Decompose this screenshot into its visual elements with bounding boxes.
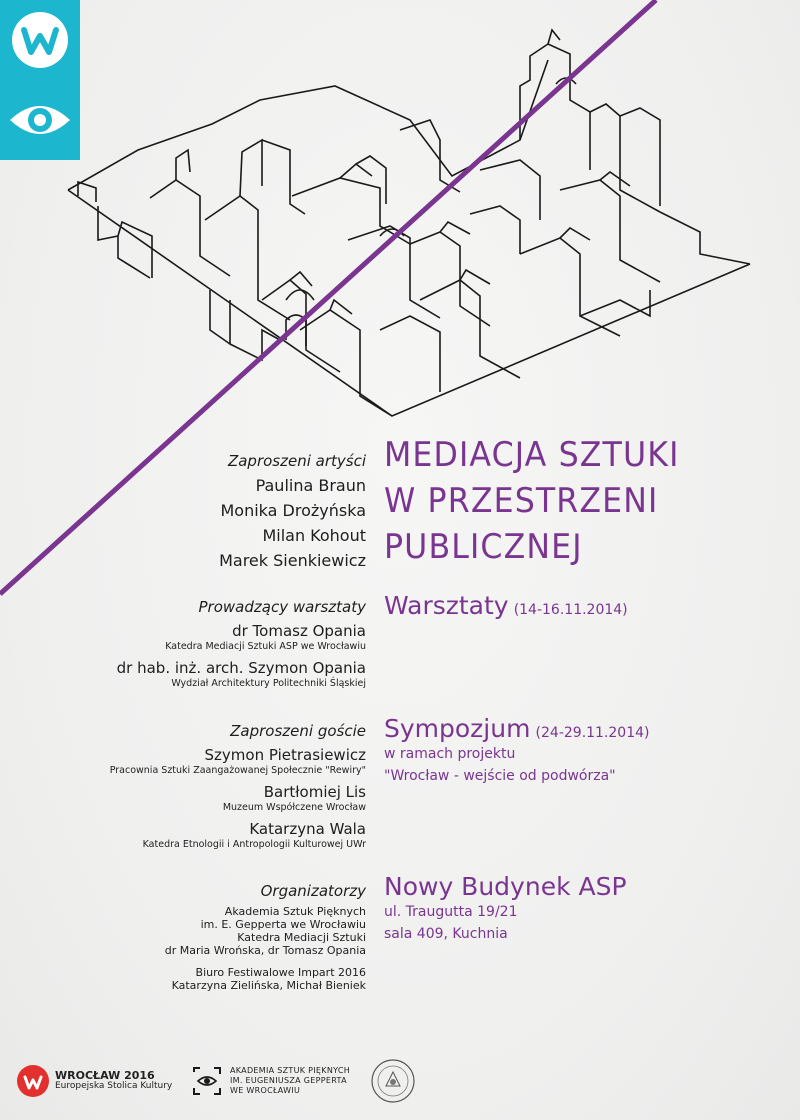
leader-name: dr hab. inż. arch. Szymon Opania [116, 659, 366, 677]
artist-name: Marek Sienkiewicz [219, 551, 366, 570]
guest-affiliation: Pracownia Sztuki Zaangażowanej Społecznie "Rewiry" [109, 765, 366, 776]
organizer-line: Katedra Mediacji Sztuki [237, 931, 366, 944]
guests-heading: Zaproszeni goście [230, 722, 366, 740]
organizer-line: Biuro Festiwalowe Impart 2016 [195, 966, 366, 979]
guest-name: Szymon Pietrasiewicz [204, 746, 366, 764]
guest-name: Bartłomiej Lis [263, 783, 366, 801]
guest-name: Katarzyna Wala [249, 820, 366, 838]
symposium-line-2: "Wrocław - wejście od podwórza" [384, 768, 616, 784]
eye-badge [0, 80, 80, 160]
w-logo-badge [0, 0, 80, 80]
symposium-label: Sympozjum [384, 714, 531, 743]
leader-affiliation: Katedra Mediacji Sztuki ASP we Wrocławiu [165, 641, 366, 652]
organizers-section [165, 882, 366, 992]
venue-room: sala 409, Kuchnia [384, 926, 508, 942]
workshops-leaders [117, 598, 366, 690]
university-seal-icon [370, 1058, 416, 1104]
organizer-line: dr Maria Wrońska, dr Tomasz Opania [164, 944, 366, 957]
guest-affiliation: Muzeum Współczene Wrocław [222, 802, 366, 813]
wroclaw-2016-title: WROCŁAW 2016 [55, 1069, 155, 1082]
asp-text [230, 1066, 350, 1096]
organizers-heading: Organizatorzy [260, 882, 366, 900]
symposium-line-1: w ramach projektu [384, 746, 516, 762]
artist-name: Milan Kohout [262, 526, 366, 545]
asp-line: WE WROCŁAWIU [230, 1086, 301, 1095]
symposium-dates: (24-29.11.2014) [535, 725, 650, 741]
guest-affiliation: Katedra Etnologii i Antropologii Kulturowej UWr [142, 839, 366, 850]
politechnika-seal [370, 1058, 416, 1108]
wroclaw-2016-subtitle: Europejska Stolica Kultury [55, 1081, 173, 1091]
leader-affiliation: Wydział Architektury Politechniki Śląskiej [171, 678, 366, 689]
workshops-dates: (14-16.11.2014) [513, 602, 628, 618]
title-line-1: MEDIACJA SZTUKI [384, 435, 680, 475]
workshops-title [384, 591, 628, 620]
venue-street: ul. Traugutta 19/21 [384, 904, 518, 920]
organizer-line: im. E. Gepperta we Wrocławiu [200, 918, 366, 931]
eye-icon [0, 80, 80, 160]
organizer-line: Katarzyna Zielińska, Michał Bieniek [171, 979, 366, 992]
wroclaw-2016-icon [16, 1064, 50, 1098]
title-line-2: W PRZESTRZENI [384, 481, 659, 521]
asp-line: IM. EUGENIUSZA GEPPERTA [230, 1076, 347, 1085]
w-logo-icon [0, 0, 80, 80]
wroclaw-2016-logo [16, 1064, 50, 1102]
leaders-heading: Prowadzący warsztaty [198, 598, 366, 616]
artist-name: Monika Drożyńska [220, 501, 366, 520]
artist-name: Paulina Braun [255, 476, 366, 495]
symposium-block [384, 714, 650, 787]
venue-block [384, 872, 627, 945]
title-line-3: PUBLICZNEJ [384, 527, 583, 567]
guests-section [110, 722, 366, 851]
asp-logo-icon [192, 1066, 222, 1096]
asp-logo [192, 1066, 222, 1100]
poster-title [384, 432, 702, 570]
organizer-line: Akademia Sztuk Pięknych [224, 905, 366, 918]
workshops-label: Warsztaty [384, 591, 509, 620]
leader-name: dr Tomasz Opania [232, 622, 366, 640]
venue-name: Nowy Budynek ASP [384, 872, 627, 901]
wroclaw-2016-text [55, 1070, 172, 1092]
artists-section [219, 452, 366, 573]
artists-heading: Zaproszeni artyści [227, 452, 366, 470]
asp-line: AKADEMIA SZTUK PIĘKNYCH [230, 1066, 351, 1075]
